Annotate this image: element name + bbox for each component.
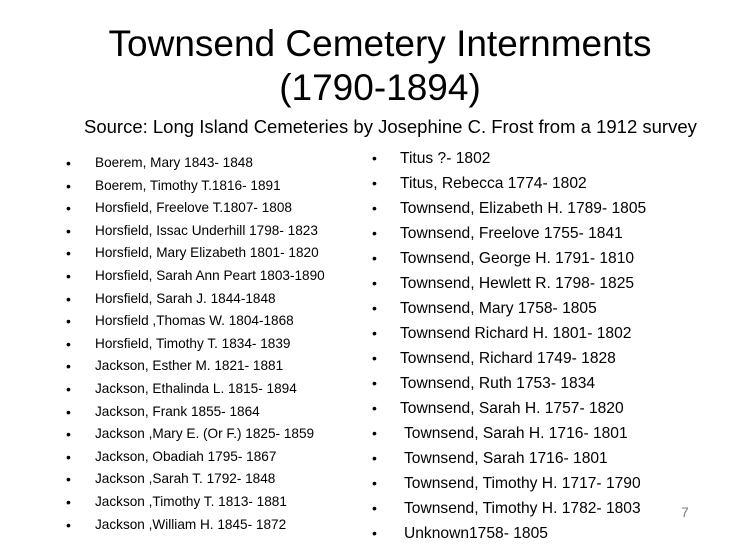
internment-entry: Townsend, George H. 1791- 1810 (400, 250, 635, 267)
internment-entry: Townsend, Timothy H. 1717- 1790 (404, 475, 641, 492)
list-item (64, 446, 325, 469)
list-item (370, 346, 646, 371)
bullet-icon: • (66, 222, 71, 239)
internment-entry: Jackson, Ethalinda L. 1815- 1894 (95, 380, 297, 396)
bullet-icon: • (372, 375, 377, 391)
internment-entry: Unknown1758- 1805 (404, 525, 548, 542)
list-item (64, 401, 325, 424)
bullet-icon: • (372, 400, 377, 416)
bullet-icon: • (66, 403, 71, 420)
internment-list-left (64, 152, 325, 536)
bullet-icon: • (372, 200, 377, 216)
list-item (64, 468, 325, 491)
list-item (370, 371, 646, 396)
internment-entry: Townsend, Sarah 1716- 1801 (404, 450, 608, 467)
list-item (370, 496, 646, 521)
bullet-icon: • (66, 155, 71, 171)
internment-entry: Jackson, Obadiah 1795- 1867 (95, 448, 277, 464)
internment-entry: Boerem, Timothy T.1816- 1891 (95, 177, 281, 193)
list-item (64, 265, 325, 288)
bullet-icon: • (66, 426, 71, 443)
bullet-icon: • (372, 450, 377, 466)
list-item (64, 423, 325, 446)
list-item (370, 171, 646, 196)
internment-entry: Horsfield, Sarah J. 1844-1848 (95, 290, 276, 306)
list-item (370, 271, 646, 296)
internment-entry: Titus, Rebecca 1774- 1802 (400, 175, 587, 192)
internment-entry: Townsend, Elizabeth H. 1789- 1805 (400, 200, 647, 217)
bullet-icon: • (66, 335, 71, 352)
internment-entry: Townsend, Timothy H. 1782- 1803 (404, 500, 641, 517)
slide-title: Townsend Cemetery Internments (108, 23, 652, 64)
list-item (370, 246, 646, 271)
slide-title-date-range: (1790-1894) (279, 67, 481, 108)
bullet-icon: • (66, 313, 71, 330)
bullet-icon: • (66, 290, 71, 307)
list-item (370, 521, 646, 546)
bullet-icon: • (372, 225, 377, 241)
list-item (370, 221, 646, 246)
internment-entry: Townsend Richard H. 1801- 1802 (400, 325, 632, 342)
bullet-icon: • (372, 425, 377, 441)
list-item (64, 491, 325, 514)
page-number: 7 (681, 504, 689, 520)
internment-entry: Jackson ,Sarah T. 1792- 1848 (95, 471, 276, 487)
list-item (370, 296, 646, 321)
internment-entry: Jackson, Frank 1855- 1864 (95, 403, 260, 419)
internment-entry: Horsfield, Issac Underhill 1798- 1823 (95, 222, 318, 238)
list-item (370, 446, 646, 471)
internment-entry: Horsfield, Timothy T. 1834- 1839 (95, 335, 291, 351)
bullet-icon: • (372, 350, 377, 366)
internment-entry: Jackson, Esther M. 1821- 1881 (95, 358, 284, 374)
bullet-icon: • (372, 250, 377, 266)
bullet-icon: • (372, 325, 377, 341)
bullet-icon: • (66, 493, 71, 510)
list-item (64, 197, 325, 220)
list-item (370, 321, 646, 346)
list-item (370, 471, 646, 496)
list-item (64, 355, 325, 378)
internment-entry: Townsend, Richard 1749- 1828 (400, 350, 616, 367)
bullet-icon: • (372, 525, 377, 541)
internment-entry: Townsend, Ruth 1753- 1834 (400, 375, 596, 392)
list-item (370, 146, 646, 171)
bullet-icon: • (66, 516, 71, 533)
list-item (64, 152, 325, 175)
bullet-icon: • (372, 500, 377, 516)
internment-list-right (370, 146, 646, 546)
internment-entry: Townsend, Sarah H. 1757- 1820 (400, 400, 624, 417)
bullet-icon: • (66, 358, 71, 375)
bullet-icon: • (66, 471, 71, 488)
bullet-icon: • (66, 380, 71, 397)
bullet-icon: • (372, 150, 377, 166)
internment-entry: Horsfield ,Thomas W. 1804-1868 (95, 313, 294, 329)
internment-entry: Boerem, Mary 1843- 1848 (95, 155, 253, 170)
list-item (64, 378, 325, 401)
internment-entry: Jackson ,Timothy T. 1813- 1881 (95, 493, 287, 509)
bullet-icon: • (372, 275, 377, 291)
bullet-icon: • (66, 267, 71, 284)
list-item (64, 310, 325, 333)
list-item (64, 220, 325, 243)
internment-entry: Townsend, Sarah H. 1716- 1801 (404, 425, 628, 442)
internment-entry: Townsend, Hewlett R. 1798- 1825 (400, 275, 635, 292)
list-item (64, 288, 325, 311)
list-item (64, 514, 325, 537)
internment-entry: Townsend, Mary 1758- 1805 (400, 300, 597, 317)
bullet-icon: • (66, 448, 71, 465)
list-item (64, 333, 325, 356)
internment-entry: Townsend, Freelove 1755- 1841 (400, 225, 623, 242)
source-citation: Source: Long Island Cemeteries by Josephine C. Frost from a 1912 survey (84, 116, 697, 137)
bullet-icon: • (372, 300, 377, 316)
list-item (370, 196, 646, 221)
internment-entry: Horsfield, Mary Elizabeth 1801- 1820 (95, 245, 319, 261)
bullet-icon: • (66, 177, 71, 194)
internment-entry: Horsfield, Sarah Ann Peart 1803-1890 (95, 267, 325, 283)
internment-entry: Titus ?- 1802 (400, 150, 491, 167)
list-item (370, 421, 646, 446)
list-item (370, 396, 646, 421)
list-item (64, 175, 325, 198)
bullet-icon: • (66, 245, 71, 262)
list-item (64, 242, 325, 265)
bullet-icon: • (66, 200, 71, 217)
bullet-icon: • (372, 475, 377, 491)
internment-entry: Jackson ,William H. 1845- 1872 (95, 516, 287, 532)
bullet-icon: • (372, 175, 377, 191)
internment-entry: Jackson ,Mary E. (Or F.) 1825- 1859 (95, 426, 315, 442)
internment-entry: Horsfield, Freelove T.1807- 1808 (95, 200, 292, 216)
